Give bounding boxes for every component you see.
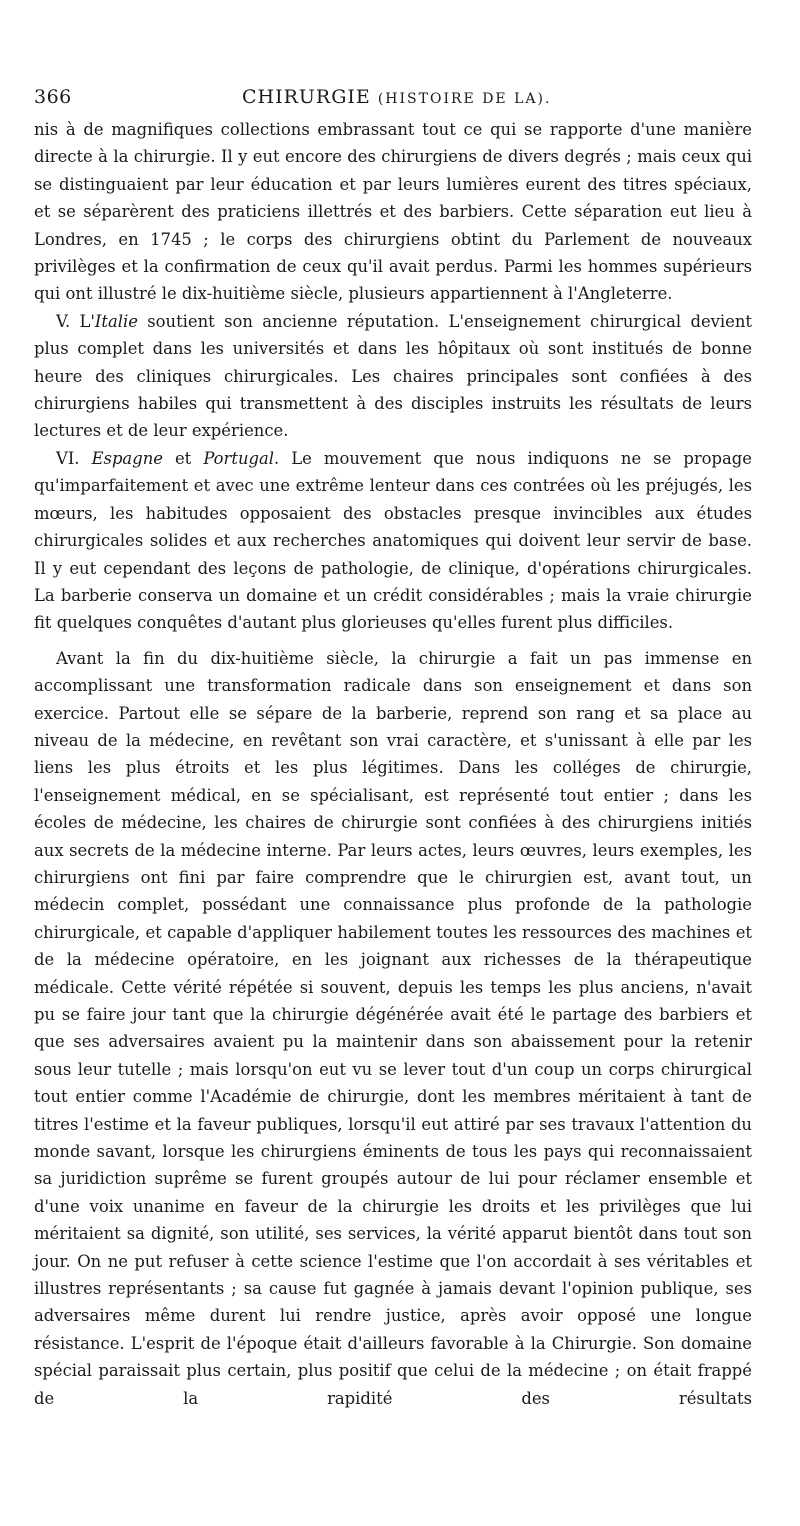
running-title [242, 86, 551, 108]
country-italy: Italie [94, 311, 138, 331]
conjunction-et: et [162, 448, 204, 468]
paragraph-gap [34, 637, 752, 645]
section-number-vi: VI. [56, 448, 92, 468]
section-number-v: V. L' [56, 311, 95, 331]
country-spain: Espagne [91, 448, 163, 468]
page-number: 366 [34, 86, 72, 108]
paragraph-england: nis à de magnifiques collections embrassant tout ce qui se rapporte d'une manière directe à la chirurgie. Il y eut encore des chirurgiens de divers degrés ; mais ceux qui se distinguaient par leur éducation et par leurs lumières eurent des titres spéciaux, et se séparèrent des praticiens illettrés et des barbiers. Cette séparation eut lieu à Londres, en 1745 ; le corps des chirurgiens obtint du Parlement de nouveaux privilèges et la confirmation de ceux qu'il avait perdus. Parmi les hommes supérieurs qui ont illustré le dix-huitième siècle, plusieurs appartiennent à l'Angleterre. [34, 120, 752, 304]
running-title-subtitle: (HISTOIRE DE LA). [377, 91, 552, 107]
country-portugal: Portugal. [203, 448, 280, 468]
paragraph-spain-portugal-text: Le mouvement que nous indiquons ne se propage qu'imparfaitement et avec une extrême lenteur dans ces contrées où les préjugés, les mœurs, les habitudes opposaient des obstacles presque invincibles aux études chirurgicales solides et aux recherches anatomiques qui doivent leur servir de base. Il y eut cependant des leçons de pathologie, de clinique, d'opérations chirurgicales. La barberie conserva un domaine et un crédit considérables ; mais la vraie chirurgie fit quelques conquêtes d'autant plus glorieuses qu'elles furent plus difficiles. [34, 448, 752, 633]
paragraph-spain-portugal [34, 445, 752, 637]
paragraph-italy [34, 308, 752, 445]
page-header [34, 86, 752, 116]
running-title-main: CHIRURGIE [242, 86, 371, 108]
paragraph-transformation: Avant la fin du dix-huitième siècle, la chirurgie a fait un pas immense en accomplissant une transformation radicale dans son enseignement et dans son exercice. Partout elle se sépare de la barberie, reprend son rang et sa place au niveau de la médecine, en revêtant son vrai caractère, et s'unissant à elle par les liens les plus étroits et les plus légitimes. Dans les colléges de chirurgie, l'enseignement médical, en se spécialisant, est représenté tout entier ; dans les écoles de médecine, les chaires de chirurgie sont confiées à des chirurgiens initiés aux secrets de la médecine interne. Par leurs actes, leurs œuvres, leurs exemples, les chirurgiens ont fini par faire comprendre que le chirurgien est, avant tout, un médecin complet, possédant une connaissance plus profonde de la pathologie chirurgicale, et capable d'appliquer habilement toutes les ressources des machines et de la médecine opératoire, en les joignant aux richesses de la thérapeutique médicale. Cette vérité répétée si souvent, depuis les temps les plus anciens, n'avait pu se faire jour tant que la chirurgie dégénérée avait été le partage des barbiers et que ses adversaires avaient pu la maintenir dans son abaissement pour la retenir sous leur tutelle ; mais lorsqu'on eut vu se lever tout d'un coup un corps chirurgical tout entier comme l'Académie de chirurgie, dont les membres méritaient à tant de titres l'estime et la faveur publiques, lorsqu'il eut attiré par ses travaux l'attention du monde savant, lorsque les chirurgiens éminents de tous les pays qui reconnaissaient sa juridiction suprême se furent groupés autour de lui pour réclamer ensemble et d'une voix unanime en faveur de la chirurgie les droits et les privilèges que lui méritaient sa dignité, son utilité, ses services, la vérité apparut bientôt dans tout son jour. On ne put refuser à cette science l'estime que l'on accordait à ses véritables et illustres représentants ; sa cause fut gagnée à jamais devant l'opinion publique, ses adversaires même durent lui rendre justice, après avoir opposé une longue résistance. L'esprit de l'époque était d'ailleurs favorable à la Chirurgie. Son domaine spécial paraissait plus certain, plus positif que celui de la médecine ; on était frappé de la rapidité des résultats [34, 648, 752, 1408]
book-page [34, 86, 752, 1412]
paragraph-italy-text: soutient son ancienne réputation. L'enseignement chirurgical devient plus complet dans les universités et dans les hôpitaux où sont institués de bonne heure des cliniques chirurgicales. Les chaires principales sont confiées à des chirurgiens habiles qui transmettent à des disciples instruits les résultats de leurs lectures et de leur expérience. [34, 311, 753, 441]
body-text [34, 116, 752, 1412]
